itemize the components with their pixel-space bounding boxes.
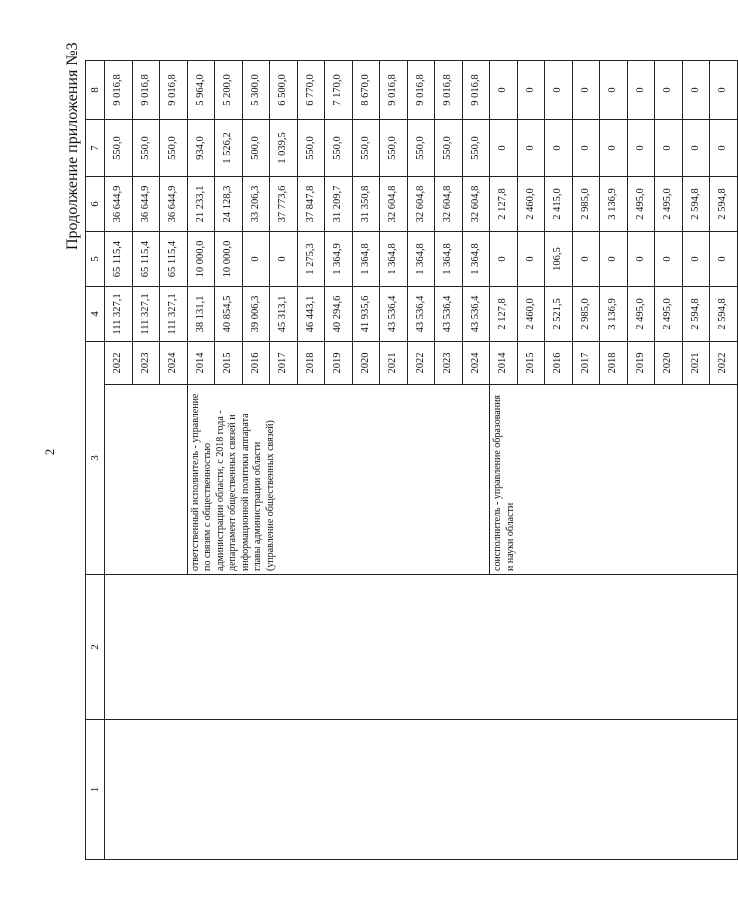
year-cell: 2018 <box>297 342 325 385</box>
year-cell: 2016 <box>545 342 573 385</box>
amount-cell: 2 985,0 <box>572 287 600 342</box>
amount-cell: 37 847,8 <box>297 177 325 232</box>
amount-cell: 0 <box>627 232 655 287</box>
amount-cell: 0 <box>545 120 573 177</box>
amount-cell: 1 364,8 <box>380 232 408 287</box>
amount-cell: 1 364,9 <box>325 232 353 287</box>
amount-cell: 5 300,0 <box>242 61 270 120</box>
amount-cell: 2 985,0 <box>572 177 600 232</box>
amount-cell: 106,5 <box>545 232 573 287</box>
amount-cell: 2 460,0 <box>517 287 545 342</box>
amount-cell: 550,0 <box>132 120 160 177</box>
amount-cell: 1 364,8 <box>352 232 380 287</box>
amount-cell: 0 <box>490 61 518 120</box>
amount-cell: 9 016,8 <box>380 61 408 120</box>
amount-cell: 0 <box>682 232 710 287</box>
executor-label <box>105 385 188 575</box>
year-cell: 2017 <box>270 342 298 385</box>
year-cell: 2022 <box>710 342 738 385</box>
amount-cell: 32 604,8 <box>435 177 463 232</box>
amount-cell: 0 <box>710 120 738 177</box>
amount-cell: 46 443,1 <box>297 287 325 342</box>
amount-cell: 0 <box>490 120 518 177</box>
amount-cell: 41 935,6 <box>352 287 380 342</box>
year-cell: 2022 <box>105 342 133 385</box>
amount-cell: 2 594,8 <box>682 177 710 232</box>
amount-cell: 9 016,8 <box>105 61 133 120</box>
year-cell: 2023 <box>132 342 160 385</box>
executor-label: ответственный исполнитель - управление по связям с общественностью администрации области, с 2018 года - департамент общественных связей и информационной политики аппарата главы администрации области (управление общественных связей) <box>187 385 490 575</box>
year-cell: 2014 <box>490 342 518 385</box>
header-cell: 1 <box>86 720 105 860</box>
header-cell: 7 <box>86 120 105 177</box>
column-2-cell <box>105 575 738 720</box>
amount-cell: 33 206,3 <box>242 177 270 232</box>
amount-cell: 550,0 <box>462 120 490 177</box>
amount-cell: 550,0 <box>105 120 133 177</box>
year-cell: 2019 <box>627 342 655 385</box>
amount-cell: 1 526,2 <box>215 120 243 177</box>
amount-cell: 32 604,8 <box>462 177 490 232</box>
amount-cell: 10 000,0 <box>215 232 243 287</box>
year-cell: 2021 <box>682 342 710 385</box>
year-cell: 2020 <box>352 342 380 385</box>
amount-cell: 10 000,0 <box>187 232 215 287</box>
amount-cell: 2 415,0 <box>545 177 573 232</box>
amount-cell: 37 773,6 <box>270 177 298 232</box>
year-cell: 2024 <box>462 342 490 385</box>
amount-cell: 1 364,8 <box>407 232 435 287</box>
amount-cell: 36 644,9 <box>160 177 188 232</box>
amount-cell: 3 136,9 <box>600 177 628 232</box>
amount-cell: 6 500,0 <box>270 61 298 120</box>
amount-cell: 0 <box>600 120 628 177</box>
year-cell: 2020 <box>655 342 683 385</box>
amount-cell: 0 <box>242 232 270 287</box>
amount-cell: 111 327,1 <box>105 287 133 342</box>
year-cell: 2021 <box>380 342 408 385</box>
amount-cell: 0 <box>627 120 655 177</box>
amount-cell: 32 604,8 <box>380 177 408 232</box>
amount-cell: 43 536,4 <box>462 287 490 342</box>
amount-cell: 0 <box>710 232 738 287</box>
year-cell: 2015 <box>517 342 545 385</box>
year-cell: 2014 <box>187 342 215 385</box>
amount-cell: 0 <box>627 61 655 120</box>
amount-cell: 0 <box>572 120 600 177</box>
amount-cell: 8 670,0 <box>352 61 380 120</box>
amount-cell: 0 <box>545 61 573 120</box>
amount-cell: 9 016,8 <box>435 61 463 120</box>
amount-cell: 1 039,5 <box>270 120 298 177</box>
amount-cell: 2 495,0 <box>655 177 683 232</box>
page-number: 2 <box>42 448 57 456</box>
executor-label: соисполнитель - управление образования и науки области <box>490 385 738 575</box>
amount-cell: 65 115,4 <box>105 232 133 287</box>
amount-cell: 1 364,8 <box>435 232 463 287</box>
header-cell: 8 <box>86 61 105 120</box>
amount-cell: 2 521,5 <box>545 287 573 342</box>
amount-cell: 9 016,8 <box>407 61 435 120</box>
amount-cell: 2 594,8 <box>710 177 738 232</box>
amount-cell: 550,0 <box>325 120 353 177</box>
amount-cell: 0 <box>600 232 628 287</box>
amount-cell: 9 016,8 <box>462 61 490 120</box>
amount-cell: 550,0 <box>407 120 435 177</box>
header-cell: 3 <box>86 342 105 575</box>
amount-cell: 0 <box>600 61 628 120</box>
amount-cell: 5 200,0 <box>215 61 243 120</box>
header-cell: 6 <box>86 177 105 232</box>
header-cell: 2 <box>86 575 105 720</box>
amount-cell: 0 <box>682 61 710 120</box>
amount-cell: 65 115,4 <box>132 232 160 287</box>
year-cell: 2015 <box>215 342 243 385</box>
amount-cell: 36 644,9 <box>132 177 160 232</box>
amount-cell: 550,0 <box>297 120 325 177</box>
year-cell: 2022 <box>407 342 435 385</box>
amount-cell: 0 <box>517 120 545 177</box>
amount-cell: 550,0 <box>352 120 380 177</box>
amount-cell: 43 536,4 <box>380 287 408 342</box>
amount-cell: 2 127,8 <box>490 177 518 232</box>
year-cell: 2024 <box>160 342 188 385</box>
amount-cell: 0 <box>710 61 738 120</box>
amount-cell: 39 006,3 <box>242 287 270 342</box>
amount-cell: 550,0 <box>160 120 188 177</box>
amount-cell: 0 <box>655 61 683 120</box>
amount-cell: 5 964,0 <box>187 61 215 120</box>
amount-cell: 38 131,1 <box>187 287 215 342</box>
year-cell: 2023 <box>435 342 463 385</box>
header-row <box>86 61 105 860</box>
year-cell: 2019 <box>325 342 353 385</box>
amount-cell: 550,0 <box>435 120 463 177</box>
year-cell: 2017 <box>572 342 600 385</box>
amount-cell: 1 364,8 <box>462 232 490 287</box>
amount-cell: 2 594,8 <box>710 287 738 342</box>
year-cell: 2016 <box>242 342 270 385</box>
amount-cell: 111 327,1 <box>160 287 188 342</box>
amount-cell: 43 536,4 <box>435 287 463 342</box>
amount-cell: 32 604,8 <box>407 177 435 232</box>
budget-table <box>85 60 738 860</box>
amount-cell: 0 <box>517 232 545 287</box>
amount-cell: 0 <box>270 232 298 287</box>
amount-cell: 934,0 <box>187 120 215 177</box>
amount-cell: 6 770,0 <box>297 61 325 120</box>
amount-cell: 43 536,4 <box>407 287 435 342</box>
amount-cell: 24 128,3 <box>215 177 243 232</box>
amount-cell: 2 127,8 <box>490 287 518 342</box>
amount-cell: 31 350,8 <box>352 177 380 232</box>
amount-cell: 2 594,8 <box>682 287 710 342</box>
year-cell: 2018 <box>600 342 628 385</box>
amount-cell: 65 115,4 <box>160 232 188 287</box>
amount-cell: 0 <box>572 61 600 120</box>
amount-cell: 0 <box>655 232 683 287</box>
amount-cell: 9 016,8 <box>160 61 188 120</box>
header-cell: 5 <box>86 232 105 287</box>
amount-cell: 0 <box>572 232 600 287</box>
page-caption: Продолжение приложения №3 <box>64 42 81 250</box>
amount-cell: 36 644,9 <box>105 177 133 232</box>
amount-cell: 3 136,9 <box>600 287 628 342</box>
amount-cell: 45 313,1 <box>270 287 298 342</box>
amount-cell: 0 <box>517 61 545 120</box>
amount-cell: 0 <box>490 232 518 287</box>
amount-cell: 1 275,3 <box>297 232 325 287</box>
amount-cell: 0 <box>655 120 683 177</box>
amount-cell: 31 209,7 <box>325 177 353 232</box>
amount-cell: 0 <box>682 120 710 177</box>
amount-cell: 7 170,0 <box>325 61 353 120</box>
amount-cell: 21 233,1 <box>187 177 215 232</box>
amount-cell: 2 495,0 <box>655 287 683 342</box>
amount-cell: 40 294,6 <box>325 287 353 342</box>
amount-cell: 2 495,0 <box>627 177 655 232</box>
header-cell: 4 <box>86 287 105 342</box>
table-row <box>105 61 133 860</box>
amount-cell: 111 327,1 <box>132 287 160 342</box>
amount-cell: 40 854,5 <box>215 287 243 342</box>
amount-cell: 2 460,0 <box>517 177 545 232</box>
column-1-cell <box>105 720 738 860</box>
amount-cell: 2 495,0 <box>627 287 655 342</box>
amount-cell: 500,0 <box>242 120 270 177</box>
amount-cell: 550,0 <box>380 120 408 177</box>
amount-cell: 9 016,8 <box>132 61 160 120</box>
